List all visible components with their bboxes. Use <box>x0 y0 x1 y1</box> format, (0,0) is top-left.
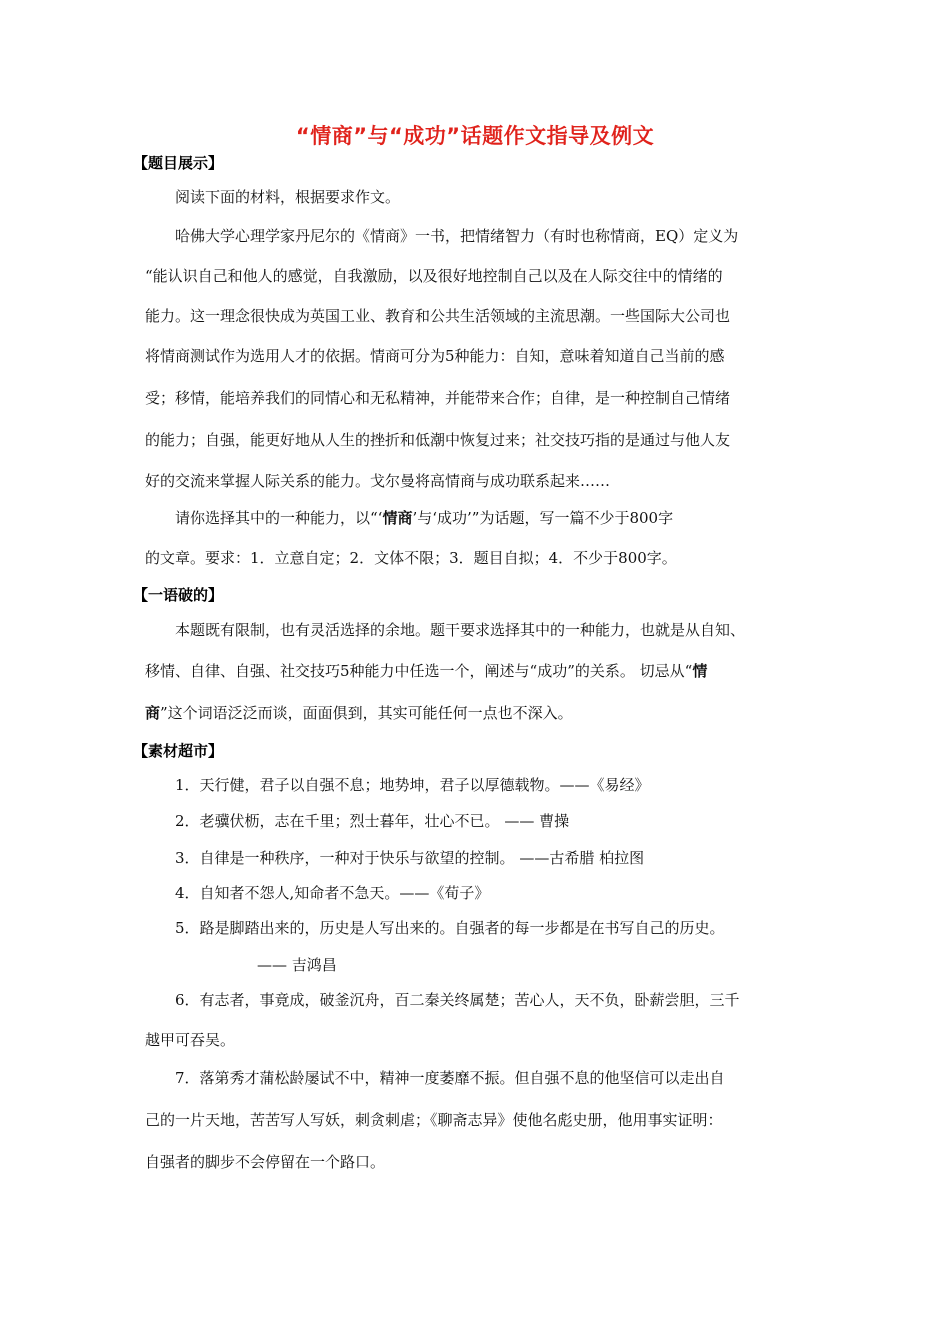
paragraph-line <box>145 703 815 723</box>
paragraph-line: 本题既有限制，也有灵活选择的余地。题干要求选择其中的一种能力，也就是从自知、 <box>175 621 746 639</box>
paragraph-text: ”这个词语泛泛而谈，面面俱到，其实可能任何一点也不深入。 <box>160 704 573 722</box>
paragraph-line: 受；移情，能培养我们的同情心和无私精神，并能带来合作；自律，是一种控制自己情绪 <box>145 389 731 407</box>
quote-attribution: —— 吉鸿昌 <box>257 956 337 974</box>
emphasis-text: 商 <box>145 704 161 722</box>
requirement-text: 请你选择其中的一种能力，以“‘ <box>175 509 383 527</box>
quote-item-continued: 自强者的脚步不会停留在一个路口。 <box>145 1153 386 1171</box>
paragraph-line: 的能力；自强，能更好地从人生的挫折和低潮中恢复过来；社交技巧指的是通过与他人友 <box>145 431 731 449</box>
quote-item: 2．老骥伏枥，志在千里；烈士暮年，壮心不已。 —— 曹操 <box>175 812 570 830</box>
paragraph-line: “能认识自己和他人的感觉，自我激励，以及很好地控制自己以及在人际交往中的情绪的 <box>145 267 723 285</box>
quote-item-continued: 己的一片天地，苦苦写人写妖，刺贪刺虐；《聊斋志异》使他名彪史册，他用事实证明： <box>145 1111 723 1129</box>
section-heading-topic: 【题目展示】 <box>133 154 224 172</box>
emphasis-text: 情 <box>692 662 708 680</box>
quote-item: 5．路是脚踏出来的，历史是人写出来的。自强者的每一步都是在书写自己的历史。 <box>175 919 725 937</box>
requirement-text: ’与‘成功’”为话题，写一篇不少于800字 <box>412 509 674 527</box>
quote-item-continued: 越甲可吞吴。 <box>145 1031 236 1049</box>
requirement-line <box>175 508 845 528</box>
emphasis-text: 情商 <box>382 509 413 527</box>
paragraph-line: 能力。这一理念很快成为英国工业、教育和公共生活领域的主流思潮。一些国际大公司也 <box>145 307 731 325</box>
quote-item: 3．自律是一种秩序，一种对于快乐与欲望的控制。 ——古希腊 柏拉图 <box>175 849 645 867</box>
paragraph-line: 将情商测试作为选用人才的依据。情商可分为5种能力：自知，意味着知道自己当前的感 <box>145 347 725 365</box>
paragraph-line <box>145 661 815 681</box>
quote-item: 1．天行健，君子以自强不息；地势坤，君子以厚德载物。——《易经》 <box>175 776 650 794</box>
quote-item: 4．自知者不怨人,知命者不急天。——《荀子》 <box>175 884 490 902</box>
document-title: “情商”与“成功”话题作文指导及例文 <box>295 124 655 148</box>
quote-item: 6．有志者，事竟成，破釜沉舟，百二秦关终属楚；苦心人，天不负，卧薪尝胆，三千 <box>175 991 740 1009</box>
paragraph-line: 哈佛大学心理学家丹尼尔的《情商》一书，把情绪智力（有时也称情商，EQ）定义为 <box>175 227 739 245</box>
quote-item: 7．落第秀才蒲松龄屡试不中，精神一度萎靡不振。但自强不息的他坚信可以走出自 <box>175 1069 725 1087</box>
section-heading-analysis: 【一语破的】 <box>133 586 224 604</box>
paragraph-line: 好的交流来掌握人际关系的能力。戈尔曼将高情商与成功联系起来…… <box>145 472 611 490</box>
section-heading-materials: 【素材超市】 <box>133 742 224 760</box>
paragraph-text: 移情、自律、自强、社交技巧5种能力中任选一个，阐述与“成功”的关系。 切忌从“ <box>145 662 693 680</box>
requirement-line: 的文章。要求：1．立意自定；2．文体不限；3．题目自拟；4．不少于800字。 <box>145 549 677 567</box>
paragraph-line: 阅读下面的材料，根据要求作文。 <box>175 188 401 206</box>
